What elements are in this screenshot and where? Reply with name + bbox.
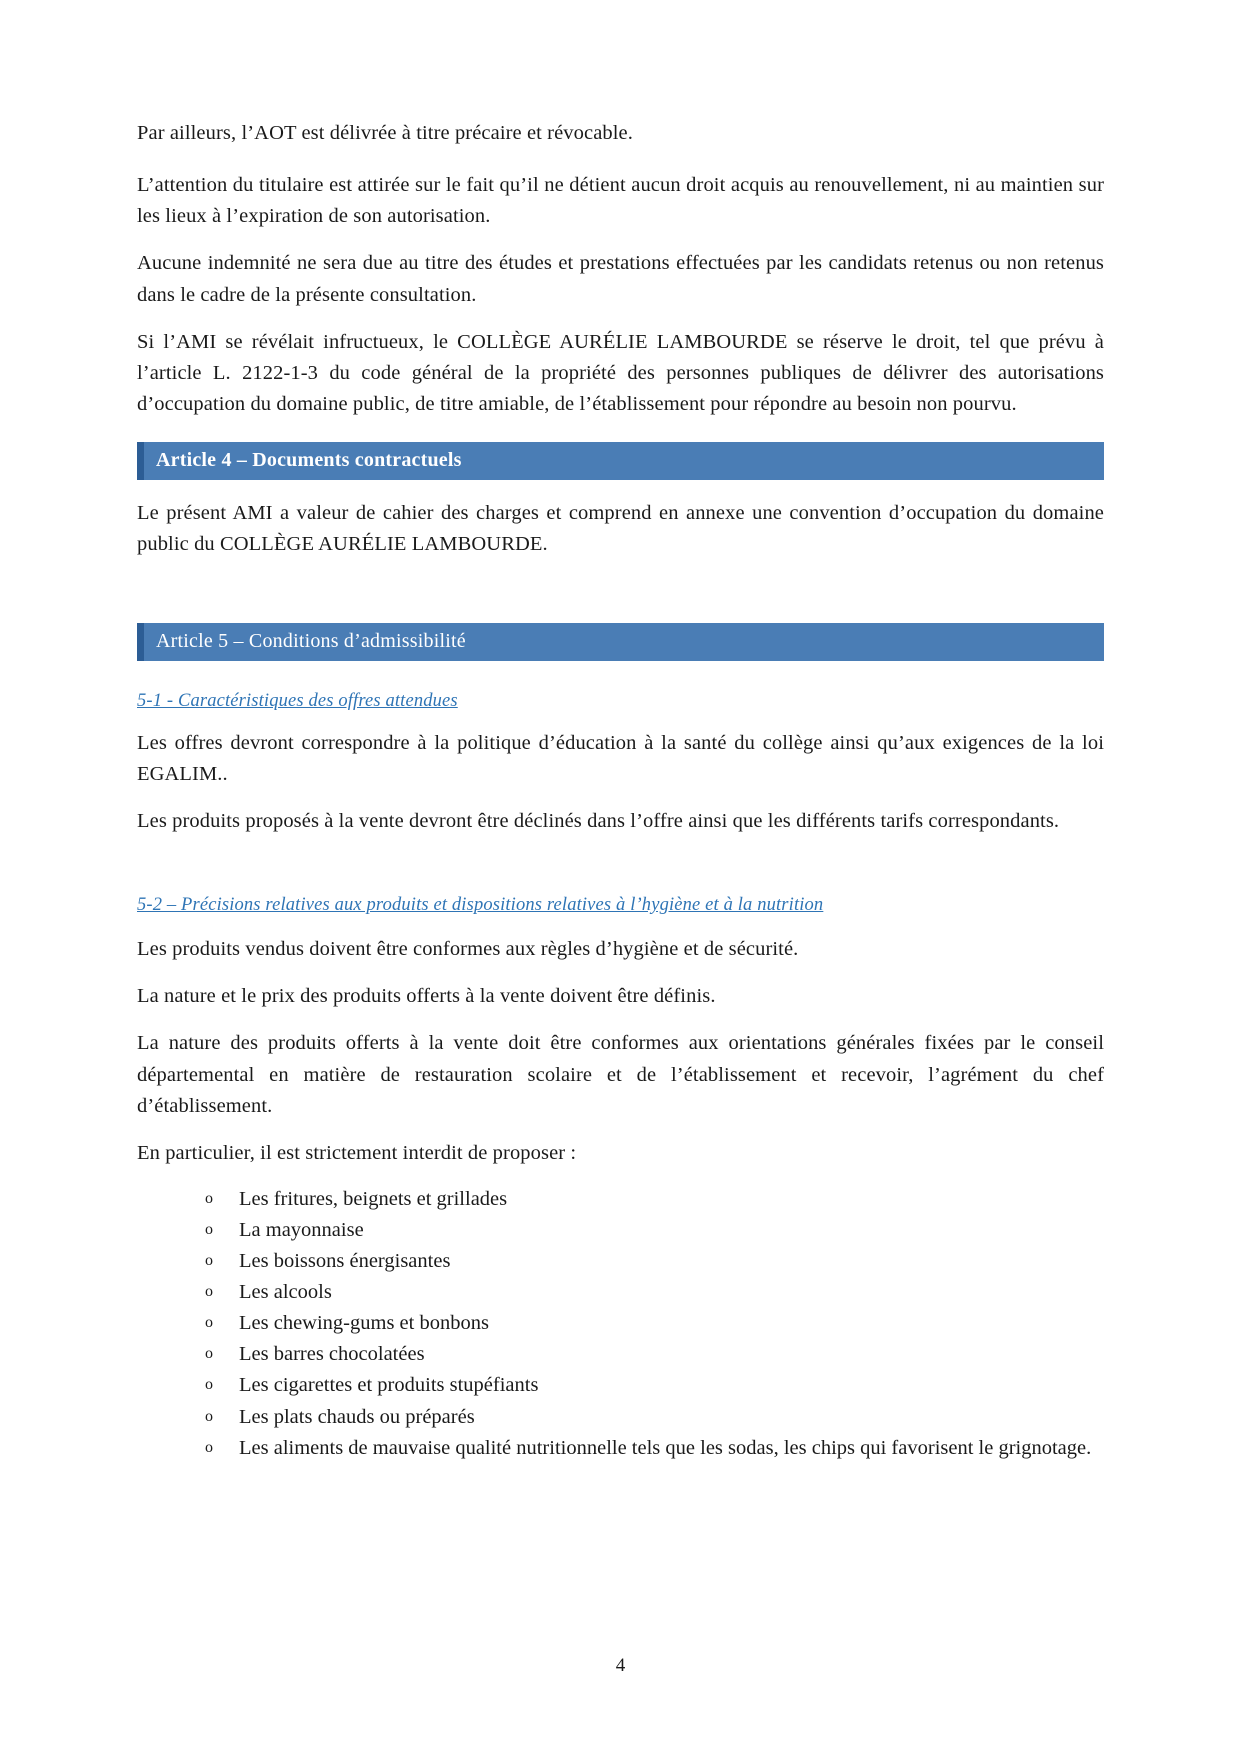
section-heading-article-5: Article 5 – Conditions d’admissibilité xyxy=(137,623,1104,661)
list-item-label: Les boissons énergisantes xyxy=(239,1250,451,1273)
page-number: 4 xyxy=(615,1655,626,1676)
bullet-marker-icon: o xyxy=(205,1221,213,1239)
bullet-marker-icon: o xyxy=(205,1376,213,1394)
bullet-marker-icon: o xyxy=(205,1314,213,1332)
paragraph-5-2-interdit: En particulier, il est strictement interdit de proposer : xyxy=(137,1141,577,1164)
list-item xyxy=(177,1278,1104,1306)
subheading-5-2: 5-2 – Précisions relatives aux produits et dispositions relatives à l’hygiène et à la nutrition xyxy=(137,895,824,916)
list-item xyxy=(177,1371,1104,1399)
paragraph-article-4-body: Le présent AMI a valeur de cahier des charges et comprend en annexe une convention d’occupation du domaine public du COLLÈGE AURÉLIE LAMBOURDE. xyxy=(137,502,1104,556)
paragraph-5-2-prix: La nature et le prix des produits offerts à la vente doivent être définis. xyxy=(137,985,716,1008)
list-item-label: Les fritures, beignets et grillades xyxy=(239,1187,508,1210)
list-item xyxy=(177,1185,1104,1213)
bullet-marker-icon: o xyxy=(205,1345,213,1363)
section-heading-article-4: Article 4 – Documents contractuels xyxy=(137,442,1104,480)
list-item-label: La mayonnaise xyxy=(239,1219,364,1242)
bullet-marker-icon: o xyxy=(205,1189,213,1207)
list-item xyxy=(177,1309,1104,1337)
list-item-label: Les alcools xyxy=(239,1281,332,1304)
list-item xyxy=(177,1216,1104,1244)
paragraph-5-2-hygiene: Les produits vendus doivent être conformes aux règles d’hygiène et de sécurité. xyxy=(137,938,799,961)
bullet-marker-icon: o xyxy=(205,1252,213,1270)
list-item xyxy=(177,1434,1104,1462)
list-item-label: Les chewing-gums et bonbons xyxy=(239,1312,489,1335)
paragraph-5-1-offres: Les offres devront correspondre à la politique d’éducation à la santé du collège ainsi qu’aux exigences de la loi EGALIM.. xyxy=(137,731,1104,785)
bullet-marker-icon: o xyxy=(205,1438,213,1456)
list-item-label: Les barres chocolatées xyxy=(239,1343,425,1366)
paragraph-aot-precaire: Par ailleurs, l’AOT est délivrée à titre précaire et révocable. xyxy=(137,122,633,144)
list-item-label: Les plats chauds ou préparés xyxy=(239,1405,475,1428)
list-item xyxy=(177,1247,1104,1275)
list-item xyxy=(177,1403,1104,1431)
paragraph-ami-infructueux: Si l’AMI se révélait infructueux, le COLLÈGE AURÉLIE LAMBOURDE se réserve le droit, tel que prévu à l’article L. 2122-1-3 du code général de la propriété des personnes publiques de délivrer des autorisations d’occupation du domaine public, de titre amiable, de l’établissement pour répondre au besoin non pourvu. xyxy=(137,330,1104,416)
paragraph-attention-titulaire: L’attention du titulaire est attirée sur le fait qu’il ne détient aucun droit acquis au renouvellement, ni au maintien sur les lieux à l’expiration de son autorisation. xyxy=(137,174,1104,228)
bullet-marker-icon: o xyxy=(205,1283,213,1301)
bullet-marker-icon: o xyxy=(205,1407,213,1425)
forbidden-products-list xyxy=(137,1185,1104,1462)
list-item-label: Les aliments de mauvaise qualité nutritionnelle tels que les sodas, les chips qui favorisent le grignotage. xyxy=(239,1436,1092,1459)
list-item xyxy=(177,1340,1104,1368)
paragraph-5-2-orientations: La nature des produits offerts à la vente doit être conformes aux orientations générales fixées par le conseil départemental en matière de restauration scolaire et de l’établissement et recevoir, l’agrément du chef d’établissement. xyxy=(137,1032,1104,1117)
subheading-5-1: 5-1 - Caractéristiques des offres attendues xyxy=(137,690,458,711)
list-item-label: Les cigarettes et produits stupéfiants xyxy=(239,1374,539,1397)
paragraph-5-1-produits: Les produits proposés à la vente devront être déclinés dans l’offre ainsi que les différents tarifs correspondants. xyxy=(137,809,1060,832)
paragraph-aucune-indemnite: Aucune indemnité ne sera due au titre des études et prestations effectuées par les candidats retenus ou non retenus dans le cadre de la présente consultation. xyxy=(137,252,1104,306)
